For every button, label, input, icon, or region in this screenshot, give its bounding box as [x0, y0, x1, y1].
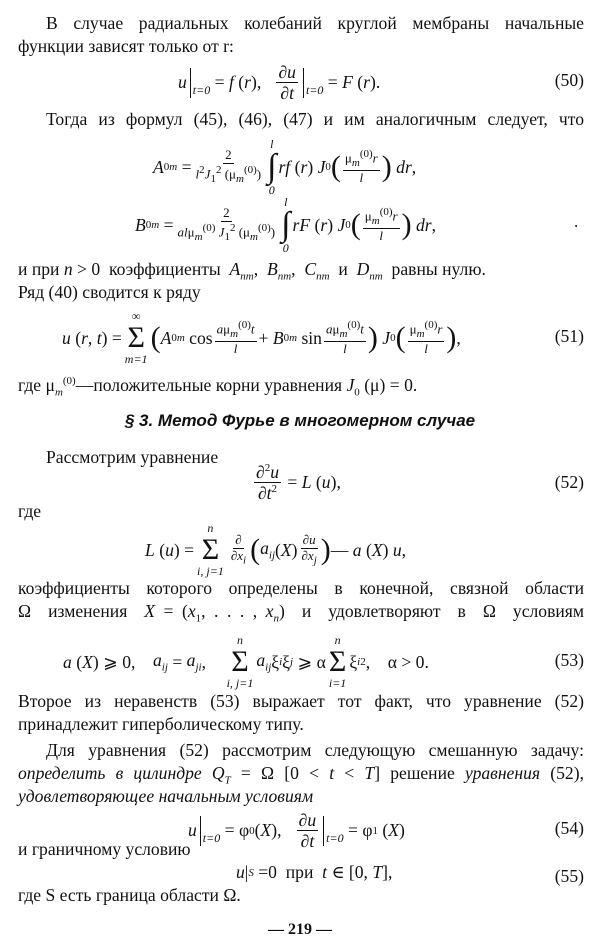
- equation-53: a ( X ) ⩾ 0, $a_{ij}$ = $a_{ji}$ , n Σ i, j=1 $a_{ij}$ ξ i ξ j ⩾ α n Σ i=1 ξ i 2 , α > 0. (53): [63, 633, 584, 691]
- text-line: Ω изменения $X = (x_1$, . . . , $x_n$) и удовлетворяют в Ω условиям: [18, 601, 585, 625]
- equation-b0m: B 0m = $\frac{2}{al\mu_m^{(0)} J_1^2 (\mu_m^{(0)})}$ l ∫ 0 rF ( r ) J 0 ( $\frac{\mu_m^{(0)}r}{l}$ ) dr , .: [135, 195, 579, 255]
- text-line: определить в цилиндре $Q_T = \Omega$ [0 < t < T] решение уравнения (52),: [18, 763, 584, 787]
- equation-a0m: A 0m = $\frac{2}{l^2J_1^2 (\mu_m^{(0)})}$ l ∫ 0 rf ( r ) J 0 ( $\frac{\mu_m^{(0)}r}{l}$ ) dr ,: [153, 137, 417, 197]
- text-line: Второе из неравенств (53) выражает тот факт, что уравнение (52): [18, 691, 584, 711]
- page-number: — 219 —: [268, 921, 332, 938]
- text-line: принадлежит гиперболическому типу.: [18, 714, 304, 734]
- text-line: и граничному условию: [18, 839, 191, 859]
- text-line: Тогда из формул (45), (46), (47) и им аналогичным следует, что: [46, 109, 584, 129]
- text-line: и при n > 0 коэффициенты $A_{nm}$, $B_{nm}$, $C_{nm}$ и $D_{nm}$ равны нулю.: [18, 259, 486, 283]
- equation-50: u t=0 = f ( r ), $\frac{\partial u}{\partial t}$ t=0 = F ( r ). (50): [178, 62, 584, 104]
- equation-number: (52): [554, 472, 584, 492]
- text-line: Для уравнения (52) рассмотрим следующую смешанную задачу:: [46, 740, 584, 760]
- text-line: функции зависят только от r:: [18, 36, 234, 56]
- equation-number: (55): [554, 866, 584, 886]
- text-line: Рассмотрим уравнение: [46, 447, 219, 467]
- text-line: В случае радиальных колебаний круглой мембраны начальные: [46, 13, 584, 33]
- text-line: где $\mu_m^{(0)}—положительные$ корни уравнения $J_0$ (μ) = 0.: [18, 374, 418, 399]
- equation-number: (53): [554, 650, 584, 670]
- equation-52: $\frac{\partial^2u}{\partial t^2}$ = L ( u ), (52): [256, 462, 584, 504]
- equation-number: (50): [554, 70, 584, 90]
- text-line: коэффициенты которого определены в конечной, связной области: [18, 578, 584, 598]
- equation-51: u ( r , t ) = ∞ Σ m=1 ( A 0m cos $\frac{a\mu_m^{(0)}t}{l}$ + B 0m sin $\frac{a\mu_m^{(0)}t}{l}$ ) J 0 ( $\frac{\mu_m^{(0)}r}{l}$ ) , (51): [62, 309, 584, 367]
- text-line: где S есть граница области Ω.: [18, 885, 241, 905]
- equation-number: (51): [554, 326, 584, 346]
- equation-L: L ( u ) = n Σ i, j=1 $\frac{\partial}{\partial x_i}$ ( $a_{ij}$ ( X ) $\frac{\partial u}{\partial x_j}$ ) — a ( X ) u ,: [145, 521, 407, 579]
- text-line: Ряд (40) сводится к ряду: [18, 282, 201, 302]
- equation-55: u | S =0 при t ∈ [0, T ], (55): [236, 862, 584, 886]
- equation-54: u t=0 = φ 0 ( X ), $\frac{\partial u}{\partial t}$ t=0 = φ 1 ( X ) (54): [188, 810, 584, 852]
- text-line: где: [18, 501, 42, 521]
- equation-number: (54): [554, 818, 584, 838]
- section-heading: § 3. Метод Фурье в многомерном случае: [124, 411, 476, 430]
- text-line: удовлетворяющее начальным условиям: [18, 786, 314, 806]
